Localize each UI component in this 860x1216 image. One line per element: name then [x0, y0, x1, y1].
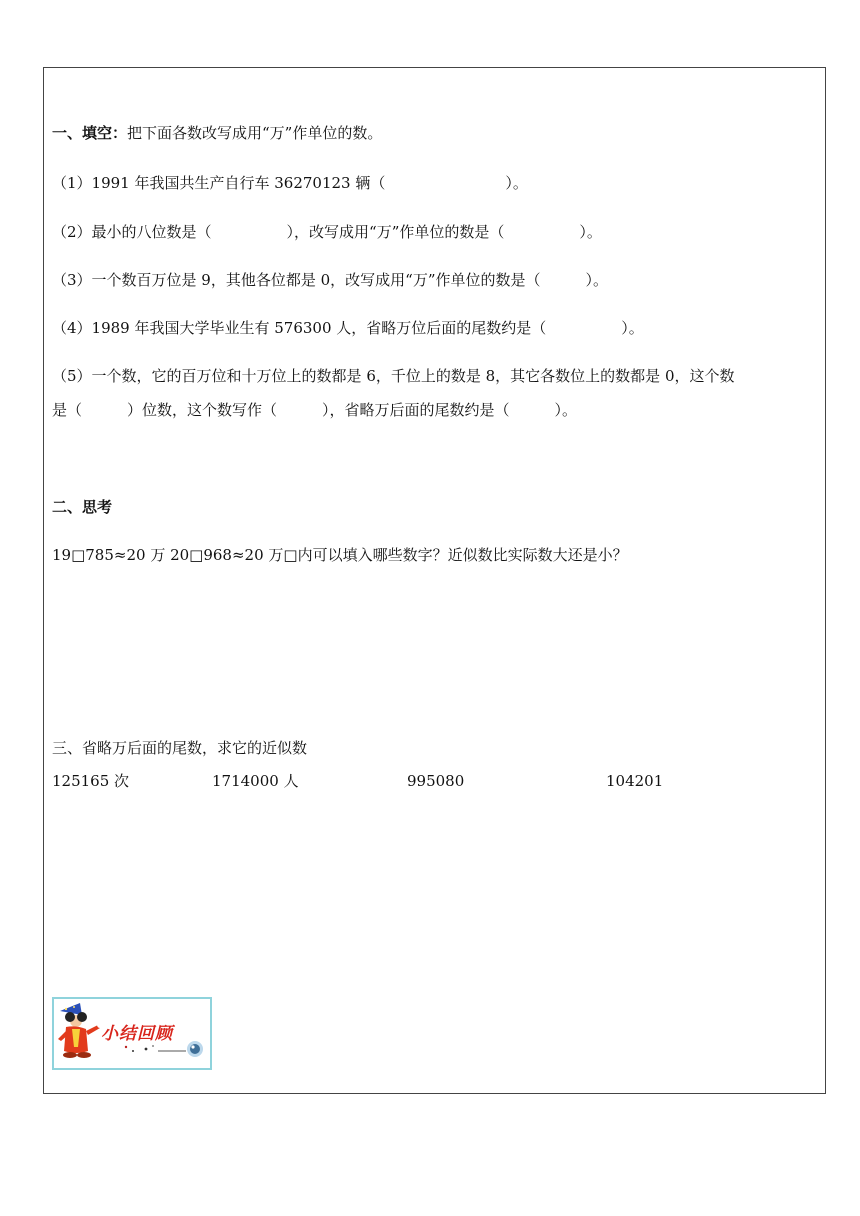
question-5-line1: （5）一个数，它的百万位和十万位上的数都是 6，千位上的数是 8，其它各数位上的数都是 0，这个数 [52, 367, 735, 385]
number-item-2: 1714000 人 [212, 772, 299, 790]
section2-question: 19□785≈20 万 20□968≈20 万□内可以填入哪些数字？近似数比实际数大还是小？ [52, 546, 628, 564]
question-1: （1）1991 年我国共生产自行车 36270123 辆（ ）。 [52, 174, 528, 192]
section1-instruction: 把下面各数改写成用“万”作单位的数。 [127, 124, 383, 142]
section1-heading: 一、填空： [52, 124, 128, 142]
question-4: （4）1989 年我国大学毕业生有 576300 人，省略万位后面的尾数约是（ ）。 [52, 319, 644, 337]
question-2: （2）最小的八位数是（ ），改写成用“万”作单位的数是（ ）。 [52, 223, 602, 241]
section3-heading: 三、省略万后面的尾数，求它的近似数 [52, 739, 308, 757]
number-item-3: 995080 [407, 772, 465, 790]
section2-heading: 二、思考 [52, 498, 113, 516]
number-item-1: 125165 次 [52, 772, 130, 790]
question-5-line2: 是（ ）位数，这个数写作（ ），省略万后面的尾数约是（ ）。 [52, 401, 578, 419]
section1-heading-line [52, 123, 382, 143]
question-3: （3）一个数百万位是 9，其他各位都是 0，改写成用“万”作单位的数是（ ）。 [52, 271, 609, 289]
logo-text: 小结回顾 [101, 1024, 173, 1044]
number-item-4: 104201 [606, 772, 664, 790]
summary-review-logo [52, 997, 212, 1070]
